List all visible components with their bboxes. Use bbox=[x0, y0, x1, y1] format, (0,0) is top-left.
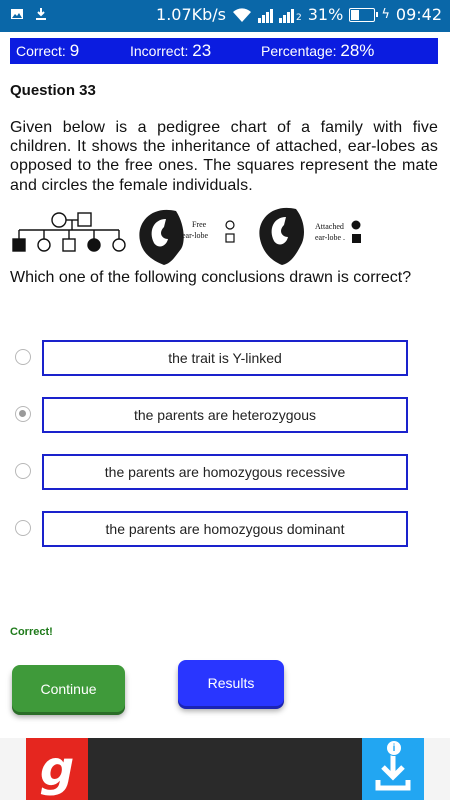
option-box[interactable] bbox=[42, 511, 408, 547]
battery-percent: 31% bbox=[307, 5, 344, 24]
correct-label: Correct: bbox=[16, 43, 66, 59]
option-label: the parents are heterozygous bbox=[133, 407, 317, 423]
percentage-label: Percentage: bbox=[261, 43, 337, 59]
free-earlobe-label: Free bbox=[192, 220, 207, 229]
pedigree-child bbox=[113, 239, 125, 251]
pedigree-child bbox=[38, 239, 50, 251]
charging-icon: ϟ bbox=[381, 7, 390, 22]
pedigree-chart bbox=[13, 213, 125, 251]
option-box[interactable] bbox=[42, 454, 408, 490]
option-box[interactable] bbox=[42, 340, 408, 376]
pedigree-father bbox=[78, 213, 91, 226]
download-icon bbox=[34, 7, 48, 21]
option-label: the trait is Y-linked bbox=[168, 350, 282, 366]
info-icon[interactable]: i bbox=[386, 740, 402, 756]
close-icon[interactable]: ✕ bbox=[407, 741, 421, 758]
option-label: the parents are homozygous dominant bbox=[105, 521, 345, 537]
pedigree-figure bbox=[6, 203, 436, 271]
svg-text:ear-lobe .: ear-lobe . bbox=[315, 233, 346, 242]
pedigree-child bbox=[13, 239, 25, 251]
continue-button[interactable]: Continue bbox=[12, 665, 125, 712]
option-box[interactable] bbox=[42, 397, 408, 433]
ear-attached-illustration bbox=[259, 208, 361, 265]
pedigree-child bbox=[88, 239, 100, 251]
ad-logo[interactable]: g bbox=[26, 738, 88, 800]
percentage bbox=[261, 41, 374, 61]
score-bar bbox=[10, 38, 438, 64]
radio-button[interactable] bbox=[15, 520, 31, 536]
question-text: Given below is a pedigree chart of a family with five children. It shows the inheritance of attached, ear-lobes as opposed to the free ones. The squares represent the mate and circles the female individuals. bbox=[10, 119, 438, 194]
incorrect-label: Incorrect: bbox=[130, 43, 189, 59]
question-number: Question 33 bbox=[10, 82, 96, 99]
pedigree-mother bbox=[52, 213, 66, 227]
attached-earlobe-label: Attached bbox=[315, 222, 344, 231]
clock: 09:42 bbox=[395, 5, 442, 24]
radio-button[interactable] bbox=[15, 406, 31, 422]
svg-text:ear-lobe: ear-lobe bbox=[182, 231, 209, 240]
image-icon bbox=[10, 7, 24, 21]
correct-value: 9 bbox=[69, 41, 80, 60]
correct-count bbox=[16, 41, 79, 61]
incorrect-count bbox=[130, 41, 211, 61]
signal-icon bbox=[258, 7, 273, 23]
radio-button[interactable] bbox=[15, 349, 31, 365]
signal-icon bbox=[279, 7, 302, 23]
network-speed: 1.07Kb/s bbox=[156, 5, 227, 24]
option-label: the parents are homozygous recessive bbox=[104, 464, 346, 480]
option-row[interactable] bbox=[0, 397, 450, 435]
battery-icon bbox=[349, 8, 375, 22]
pedigree-child bbox=[63, 239, 75, 251]
feedback-message: Correct! bbox=[10, 626, 53, 638]
results-button[interactable]: Results bbox=[178, 660, 284, 706]
percentage-value: 28% bbox=[340, 41, 375, 60]
incorrect-value: 23 bbox=[192, 41, 212, 60]
radio-button[interactable] bbox=[15, 463, 31, 479]
question-prompt: Which one of the following conclusions drawn is correct? bbox=[10, 269, 412, 286]
option-row[interactable] bbox=[0, 454, 450, 492]
option-row[interactable] bbox=[0, 340, 450, 378]
status-bar bbox=[0, 0, 450, 32]
ad-banner[interactable] bbox=[0, 738, 450, 800]
ear-free-illustration bbox=[134, 205, 234, 269]
option-row[interactable] bbox=[0, 511, 450, 549]
sim-label: 2 bbox=[296, 12, 302, 23]
wifi-icon bbox=[232, 7, 252, 23]
